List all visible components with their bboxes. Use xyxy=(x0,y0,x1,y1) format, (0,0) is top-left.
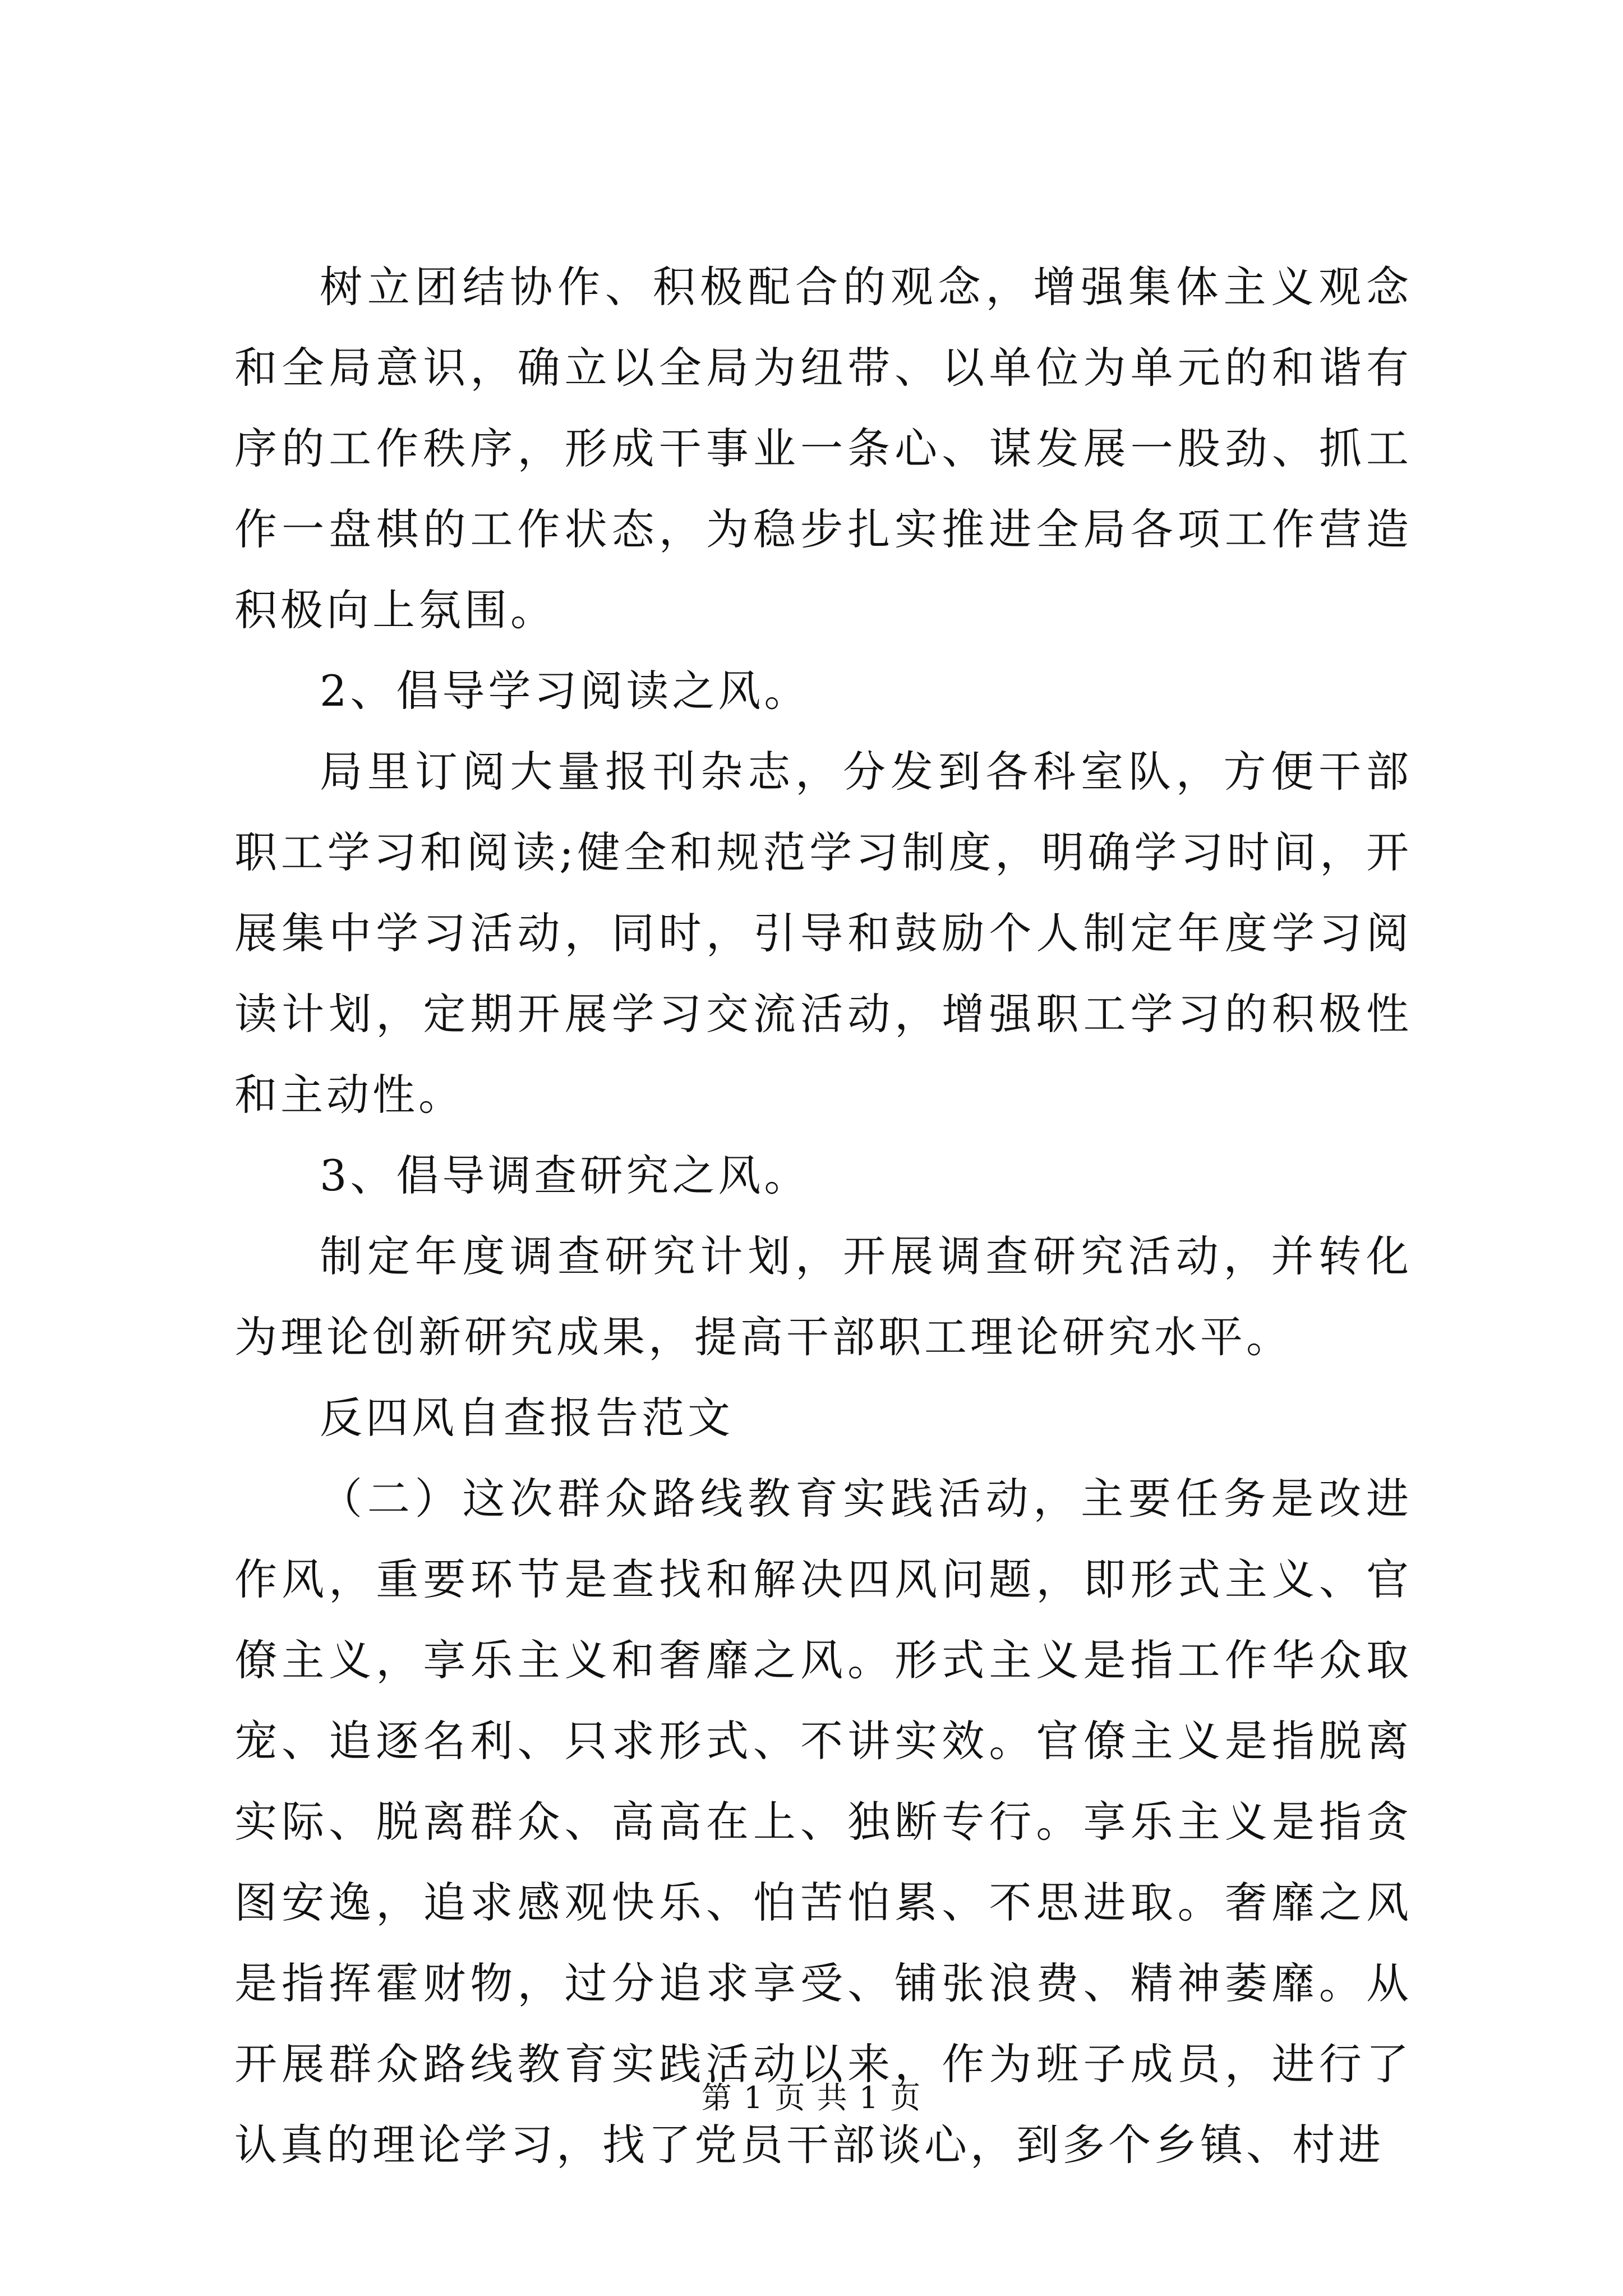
page-footer: 第 1 页 共 1 页 xyxy=(701,2080,922,2115)
paragraph-1: 树立团结协作、积极配合的观念，增强集体主义观念和全局意识，确立以全局为纽带、以单位为单元的和谐有序的工作秩序，形成干事业一条心、谋发展一股劲、抓工作一盘棋的工作状态，为稳步扎实推进全局各项工作营造积极向上氛围。 xyxy=(234,262,1412,635)
paragraph-5: 制定年度调查研究计划，开展调查研究活动，并转化为理论创新研究成果，提高干部职工理论研究水平。 xyxy=(234,1231,1412,1362)
document-body xyxy=(234,247,1412,2185)
paragraph-6-title: 反四风自查报告范文 xyxy=(320,1393,734,1443)
paragraph-3: 局里订阅大量报刊杂志，分发到各科室队，方便干部职工学习和阅读;健全和规范学习制度，明确学习时间，开展集中学习活动，同时，引导和鼓励个人制定年度学习阅读计划，定期开展学习交流活动，增强职工学习的积极性和主动性。 xyxy=(234,747,1412,1120)
paragraph-7: （二）这次群众路线教育实践活动，主要任务是改进作风，重要环节是查找和解决四风问题，即形式主义、官僚主义，享乐主义和奢靡之风。形式主义是指工作华众取宠、追逐名利、只求形式、不讲实效。官僚主义是指脱离实际、脱离群众、高高在上、独断专行。享乐主义是指贪图安逸，追求感观快乐、怕苦怕累、不思进取。奢靡之风是指挥霍财物，过分追求享受、铺张浪费、精神萎靡。从开展群众路线教育实践活动以来，作为班子成员，进行了认真的理论学习，找了党员干部谈心，到多个乡镇、村进 xyxy=(234,1474,1412,2170)
paragraph-4-heading: 3、倡导调查研究之风。 xyxy=(320,1151,810,1200)
paragraph-2-heading: 2、倡导学习阅读之风。 xyxy=(320,666,810,716)
